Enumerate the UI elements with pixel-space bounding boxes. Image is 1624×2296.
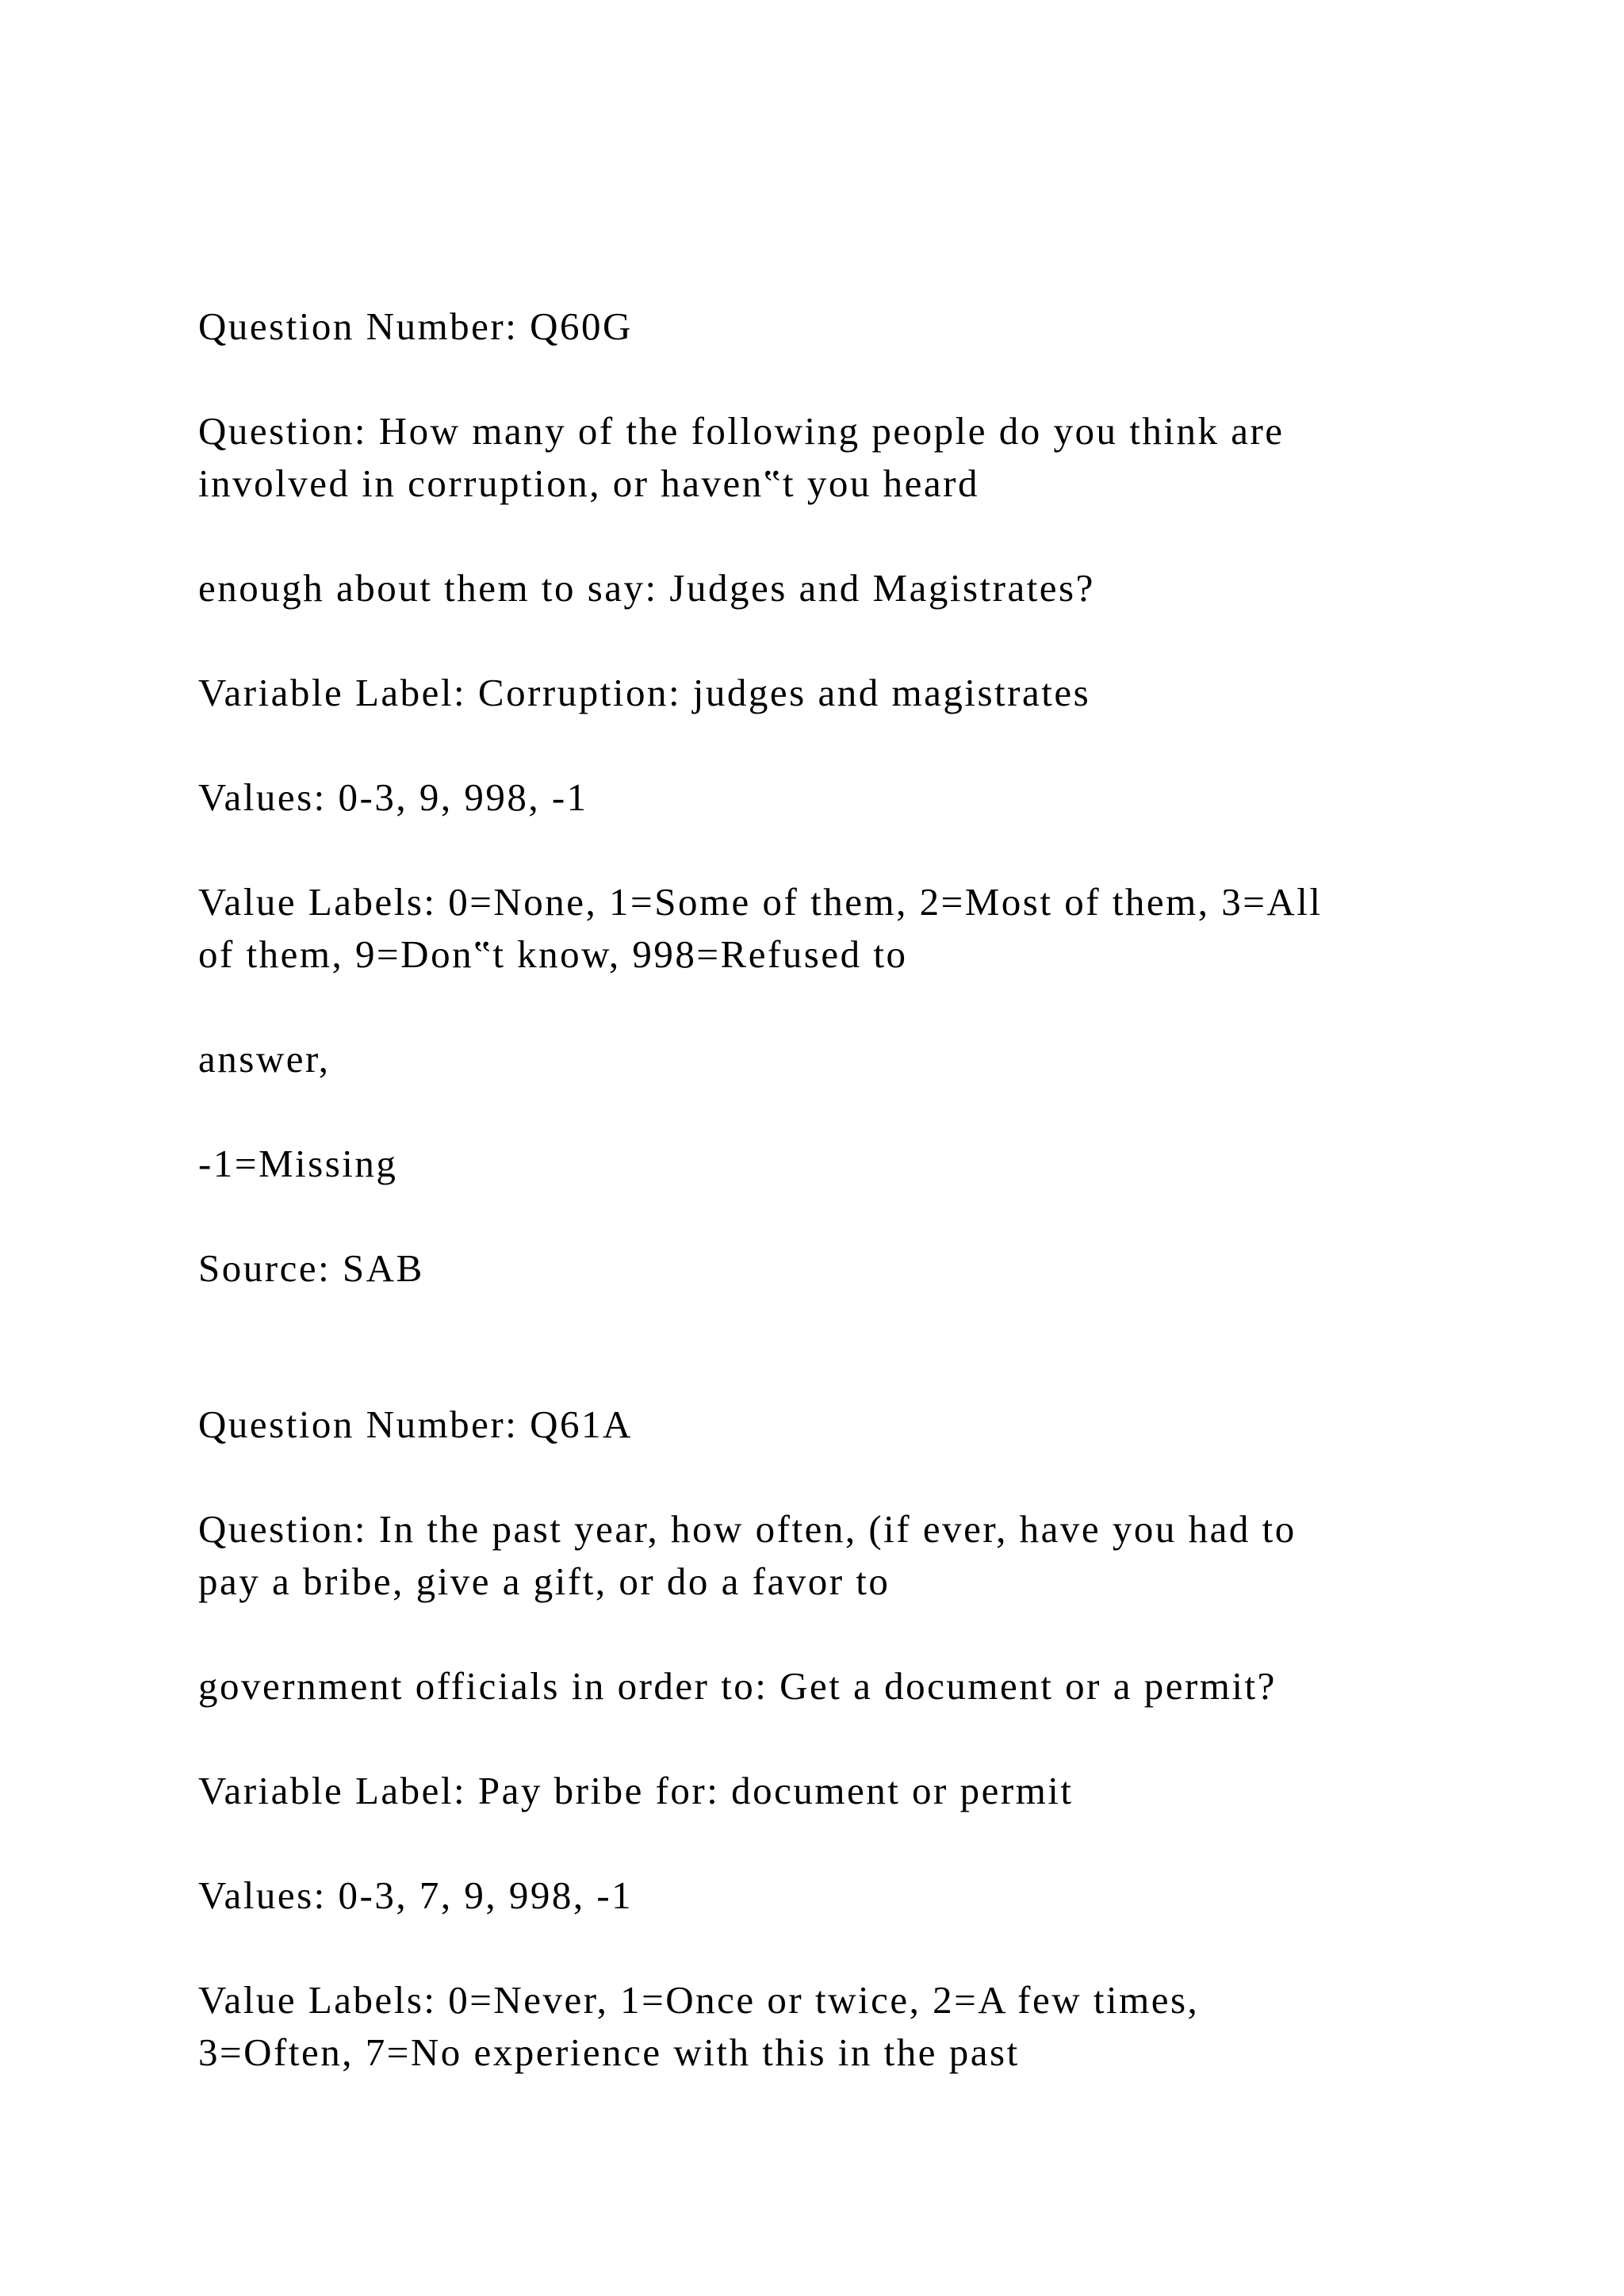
question-text-line: Question: In the past year, how often, (if ever, have you had to bbox=[198, 1507, 1297, 1551]
question-number: Question Number: Q61A bbox=[198, 1402, 633, 1446]
values: Values: 0-3, 9, 998, -1 bbox=[198, 775, 588, 819]
question-text-line: involved in corruption, or haven‟t you heard bbox=[198, 461, 979, 505]
question-text-continuation: enough about them to say: Judges and Magistrates? bbox=[198, 566, 1095, 610]
question-text-line: Question: How many of the following people do you think are bbox=[198, 409, 1285, 453]
question-text-line: pay a bribe, give a gift, or do a favor to bbox=[198, 1559, 891, 1603]
value-labels-line: of them, 9=Don‟t know, 998=Refused to bbox=[198, 932, 908, 976]
value-labels-continuation: answer, bbox=[198, 1037, 331, 1081]
value-labels-continuation: -1=Missing bbox=[198, 1142, 398, 1185]
variable-label: Variable Label: Pay bribe for: document or permit bbox=[198, 1769, 1074, 1812]
value-labels-line: 3=Often, 7=No experience with this in the past bbox=[198, 2030, 1020, 2074]
question-number: Question Number: Q60G bbox=[198, 304, 633, 348]
value-labels-line: Value Labels: 0=None, 1=Some of them, 2=Most of them, 3=All bbox=[198, 880, 1323, 924]
question-text-continuation: government officials in order to: Get a document or a permit? bbox=[198, 1664, 1277, 1708]
variable-label: Variable Label: Corruption: judges and magistrates bbox=[198, 671, 1091, 714]
value-labels-line: Value Labels: 0=Never, 1=Once or twice, 2=A few times, bbox=[198, 1978, 1200, 2022]
source: Source: SAB bbox=[198, 1246, 424, 1290]
values: Values: 0-3, 7, 9, 998, -1 bbox=[198, 1873, 634, 1917]
